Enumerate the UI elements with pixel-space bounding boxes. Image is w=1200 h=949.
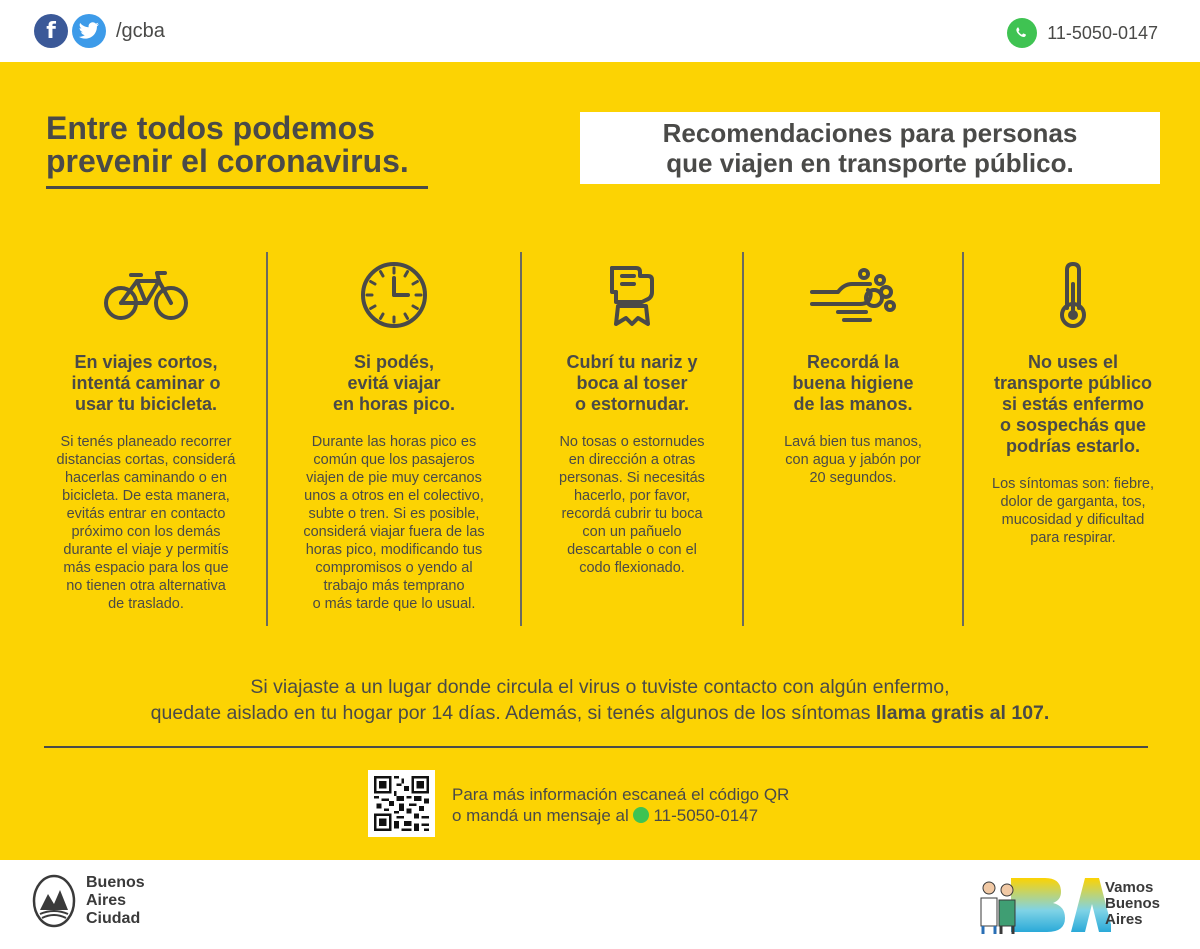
- title-line: Recordá la: [806, 352, 900, 372]
- qr-whatsapp-number[interactable]: 11-5050-0147: [653, 806, 759, 825]
- body-line: en dirección a otras: [568, 452, 696, 468]
- subtitle-line1: Recomendaciones para personas: [662, 118, 1078, 148]
- title-line: usar tu bicicleta.: [74, 394, 218, 414]
- bottom-message: [0, 674, 1200, 726]
- bottom-message-line2: [0, 700, 1200, 726]
- tissue-hand-icon: [536, 256, 728, 334]
- body-line: unos a otros en el colectivo,: [304, 488, 484, 504]
- top-bar: [0, 0, 1200, 62]
- body-line: horas pico, modificando tus: [305, 542, 483, 558]
- recommendation-body: [40, 433, 252, 613]
- body-line: dolor de garganta, tos,: [1000, 494, 1146, 510]
- body-line: hacerlas caminando o en: [64, 470, 228, 486]
- recommendation-title: [40, 352, 252, 415]
- qr-instructions-line2: [452, 805, 789, 826]
- social-links: [34, 14, 165, 48]
- recommendation-title: [758, 352, 948, 415]
- body-line: codo flexionado.: [579, 560, 685, 576]
- title-line: intentá caminar o: [71, 373, 221, 393]
- title-line: transporte público: [993, 373, 1152, 393]
- title-line: o estornudar.: [574, 394, 690, 414]
- body-line: compromisos o yendo al: [315, 560, 473, 576]
- bottom-divider: [44, 746, 1148, 748]
- body-line: Lavá bien tus manos,: [784, 434, 922, 450]
- qr-code[interactable]: [368, 770, 435, 837]
- body-line: para respirar.: [1030, 530, 1116, 546]
- title-line: En viajes cortos,: [74, 352, 218, 372]
- body-line: común que los pasajeros: [313, 452, 475, 468]
- recommendation-body: [978, 475, 1168, 547]
- footer: [0, 860, 1200, 949]
- body-line: próximo con los demás: [71, 524, 221, 540]
- recommendation-title: [536, 352, 728, 415]
- vamos-buenos-aires-logo: [971, 872, 1160, 936]
- subtitle-box: [580, 112, 1160, 184]
- title-line: en horas pico.: [332, 394, 456, 414]
- subtitle-line2: que viajen en transporte público.: [666, 148, 1074, 178]
- main-title-line2: prevenir el coronavirus.: [46, 143, 409, 179]
- body-line: o más tarde que lo usual.: [312, 596, 476, 612]
- title-line: o sospechás que: [999, 415, 1147, 435]
- recommendation-body: [758, 433, 948, 487]
- social-handle[interactable]: /gcba: [116, 19, 165, 42]
- city-logo-line: Aires: [86, 892, 127, 909]
- title-underline: [46, 186, 428, 189]
- recommendation-hand-hygiene: [742, 252, 962, 626]
- phone-glyph-icon: [1013, 24, 1031, 42]
- hand-washing-icon: [758, 256, 948, 334]
- body-line: recordá cubrir tu boca: [561, 506, 703, 522]
- city-logo-line: Ciudad: [86, 910, 141, 927]
- body-line: con un pañuelo: [582, 524, 682, 540]
- recommendation-title: [978, 352, 1168, 457]
- body-line: bicicleta. De esta manera,: [62, 488, 230, 504]
- body-line: considerá viajar fuera de las: [303, 524, 485, 540]
- whatsapp-number: 11-5050-0147: [1047, 22, 1158, 43]
- recommendation-cover: [520, 252, 742, 626]
- body-line: evitás entrar en contacto: [66, 506, 226, 522]
- twitter-icon[interactable]: [72, 14, 106, 48]
- vamos-logo-text: [1105, 880, 1160, 928]
- recommendations: [26, 252, 1192, 626]
- body-line: mucosidad y dificultad: [1001, 512, 1145, 528]
- body-line: hacerlo, por favor,: [573, 488, 691, 504]
- vamos-logo-line: Buenos: [1104, 895, 1160, 912]
- qr-instructions: [452, 784, 789, 826]
- whatsapp-icon: [633, 807, 649, 823]
- body-line: Si tenés planeado recorrer: [60, 434, 232, 450]
- main-title: [46, 112, 409, 178]
- whatsapp-contact[interactable]: [1007, 18, 1158, 48]
- body-line: subte o tren. Si es posible,: [308, 506, 480, 522]
- title-line: buena higiene: [792, 373, 914, 393]
- body-line: con agua y jabón por: [785, 452, 921, 468]
- facebook-icon[interactable]: f: [34, 14, 68, 48]
- qr-instructions-line1: Para más información escaneá el código QR: [452, 785, 790, 804]
- body-line: Los síntomas son: fiebre,: [992, 476, 1154, 492]
- body-line: 20 segundos.: [809, 470, 897, 486]
- poster-body: [0, 62, 1200, 860]
- vamos-logo-line: Aires: [1104, 911, 1143, 928]
- title-line: Si podés,: [353, 352, 434, 372]
- title-line: boca al toser: [576, 373, 688, 393]
- body-line: trabajo más temprano: [323, 578, 465, 594]
- qr-message-text: o mandá un mensaje al: [452, 806, 629, 825]
- body-line: de traslado.: [108, 596, 184, 612]
- bottom-message-regular: quedate aislado en tu hogar por 14 días. Además, si tenés algunos de los síntomas: [150, 702, 876, 724]
- body-line: No tosas o estornudes: [559, 434, 705, 450]
- bicycle-icon: [40, 256, 252, 334]
- recommendation-body: [536, 433, 728, 577]
- twitter-bird-icon: [78, 22, 100, 40]
- title-line: Cubrí tu nariz y: [566, 352, 698, 372]
- body-line: personas. Si necesitás: [559, 470, 705, 486]
- bottom-message-line1: Si viajaste a un lugar donde circula el virus o tuviste contacto con algún enfermo,: [250, 676, 950, 698]
- recommendation-title: [282, 352, 506, 415]
- ba-brand-mark-icon: [971, 872, 1111, 936]
- title-line: de las manos.: [793, 394, 913, 414]
- body-line: más espacio para los que: [63, 560, 229, 576]
- title-line: evitá viajar: [347, 373, 441, 393]
- vamos-logo-line: Vamos: [1104, 879, 1154, 896]
- recommendation-avoid-transport: [962, 252, 1182, 626]
- title-line: No uses el: [1027, 352, 1119, 372]
- body-line: descartable o con el: [567, 542, 697, 558]
- body-line: Durante las horas pico es: [311, 434, 477, 450]
- city-shield-icon: [32, 874, 76, 928]
- main-title-line1: Entre todos podemos: [46, 110, 375, 146]
- subtitle: [663, 118, 1078, 178]
- whatsapp-icon: [1007, 18, 1037, 48]
- title-line: si estás enfermo: [1001, 394, 1145, 414]
- city-logo-line: Buenos: [86, 874, 145, 891]
- title-line: podrías estarlo.: [1005, 436, 1141, 456]
- body-line: durante el viaje y permitís: [63, 542, 229, 558]
- clock-icon: [282, 256, 506, 334]
- bottom-message-hotline: llama gratis al 107.: [875, 702, 1050, 724]
- recommendation-bicycle: [26, 252, 266, 626]
- body-line: no tienen otra alternativa: [66, 578, 226, 594]
- recommendation-clock: [266, 252, 520, 626]
- city-logo-text: [86, 874, 145, 928]
- qr-code-icon: [374, 776, 429, 831]
- recommendation-body: [282, 433, 506, 613]
- buenos-aires-ciudad-logo: [32, 874, 145, 928]
- thermometer-icon: [978, 256, 1168, 334]
- body-line: distancias cortas, considerá: [56, 452, 236, 468]
- body-line: viajen de pie muy cercanos: [306, 470, 482, 486]
